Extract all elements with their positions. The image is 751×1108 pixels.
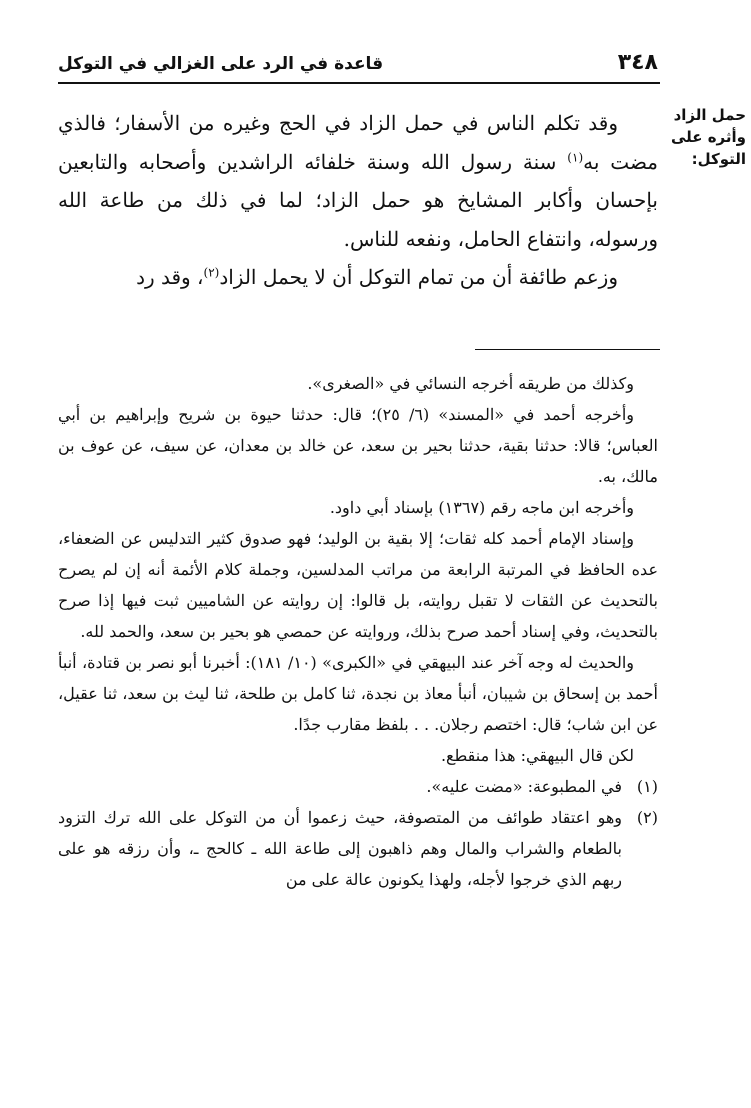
page-header (58, 50, 658, 82)
footnote-text: في المطبوعة: «مضت عليه». (426, 777, 622, 796)
margin-heading-line: التوكل: (691, 150, 746, 168)
margin-heading (664, 104, 746, 170)
body-text: وزعم طائفة أن من تمام التوكل أن لا يحمل الزاد (219, 265, 618, 289)
footnote-number: (٢) (636, 808, 658, 827)
footnote-continuation: والحديث له وجه آخر عند البيهقي في «الكبرى» (١٠/ ١٨١): أخبرنا أبو نصر بن قتادة، أنبأ أحمد بن إسحاق بن شيبان، أنبأ معاذ بن نجدة، ثنا كامل بن طلحة، ثنا ليث بن سعد، ثنا عقيل، عن ابن شاب؛ قال: اختصم رجلان. . . بلفظ مقارب جدًا. (58, 653, 658, 734)
footnote-continuation: وأخرجه ابن ماجه رقم (١٣٦٧) بإسناد أبي داود. (329, 498, 634, 517)
footnote-number: (١) (636, 777, 658, 796)
main-body (58, 104, 658, 297)
footnote-continuation: وكذلك من طريقه أخرجه النسائي في «الصغرى». (307, 374, 634, 393)
body-paragraph (58, 258, 658, 297)
margin-heading-line: حمل الزاد (673, 106, 746, 124)
footnote-ref: (٢) (203, 265, 220, 280)
footnote-2 (58, 802, 658, 895)
footnote-continuation: لكن قال البيهقي: هذا منقطع. (440, 746, 634, 765)
footnote-1 (58, 771, 658, 802)
footnote-ref: (١) (567, 149, 584, 164)
body-text: سنة رسول الله وسنة خلفائه الراشدين وأصحابه والتابعين بإحسان وأكابر المشايخ هو حمل الزاد؛ لما في ذلك من طاعة الله ورسوله، وانتفاع الحامل، ونفعه للناس. (58, 149, 658, 251)
footnotes (58, 368, 658, 895)
footnote-continuation: وأخرجه أحمد في «المسند» (٦/ ٢٥)؛ قال: حدثنا حيوة بن شريح وإبراهيم بن أبي العباس؛ قالا: حدثنا بقية، حدثنا بحير بن سعد، عن خالد بن معدان، عن سيف، عن عوف بن مالك، به. (58, 405, 658, 486)
footnote-text: وهو اعتقاد طوائف من المتصوفة، حيث زعموا أن من التوكل على الله ترك التزود بالطعام والشراب والمال وهم ذاهبون إلى طاعة الله ـ كالحج ـ، وأن رزقه هو على ربهم الذي خرجوا لأجله، ولهذا يكونون عالة على من (58, 808, 622, 889)
page-number: ٣٤٨ (617, 50, 658, 75)
body-text: ، وقد رد (136, 265, 204, 289)
header-rule (58, 82, 660, 84)
footnote-separator (475, 349, 660, 350)
body-text: وقد تكلم الناس في حمل الزاد في الحج وغيره من الأسفار؛ فالذي مضت به (58, 111, 659, 174)
running-title: قاعدة في الرد على الغزالي في التوكل (58, 54, 384, 74)
footnote-continuation: وإسناد الإمام أحمد كله ثقات؛ إلا بقية بن الوليد؛ فهو صدوق كثير التدليس عن الضعفاء، عده الحافظ في المرتبة الرابعة من مراتب المدلسين، وجملة كلام الأئمة أنه إن لم يصرح بالتحديث عن الثقات لا تقبل روايته، بل قالوا: إن روايته عن الشاميين ثبت فيها إذا صرح بالتحديث، وفي إسناد أحمد صرح بذلك، وروايته عن حمصي هو بحير بن سعد، والحمد لله. (58, 529, 658, 641)
body-paragraph (58, 104, 658, 258)
margin-heading-line: وأثره على (670, 128, 746, 146)
